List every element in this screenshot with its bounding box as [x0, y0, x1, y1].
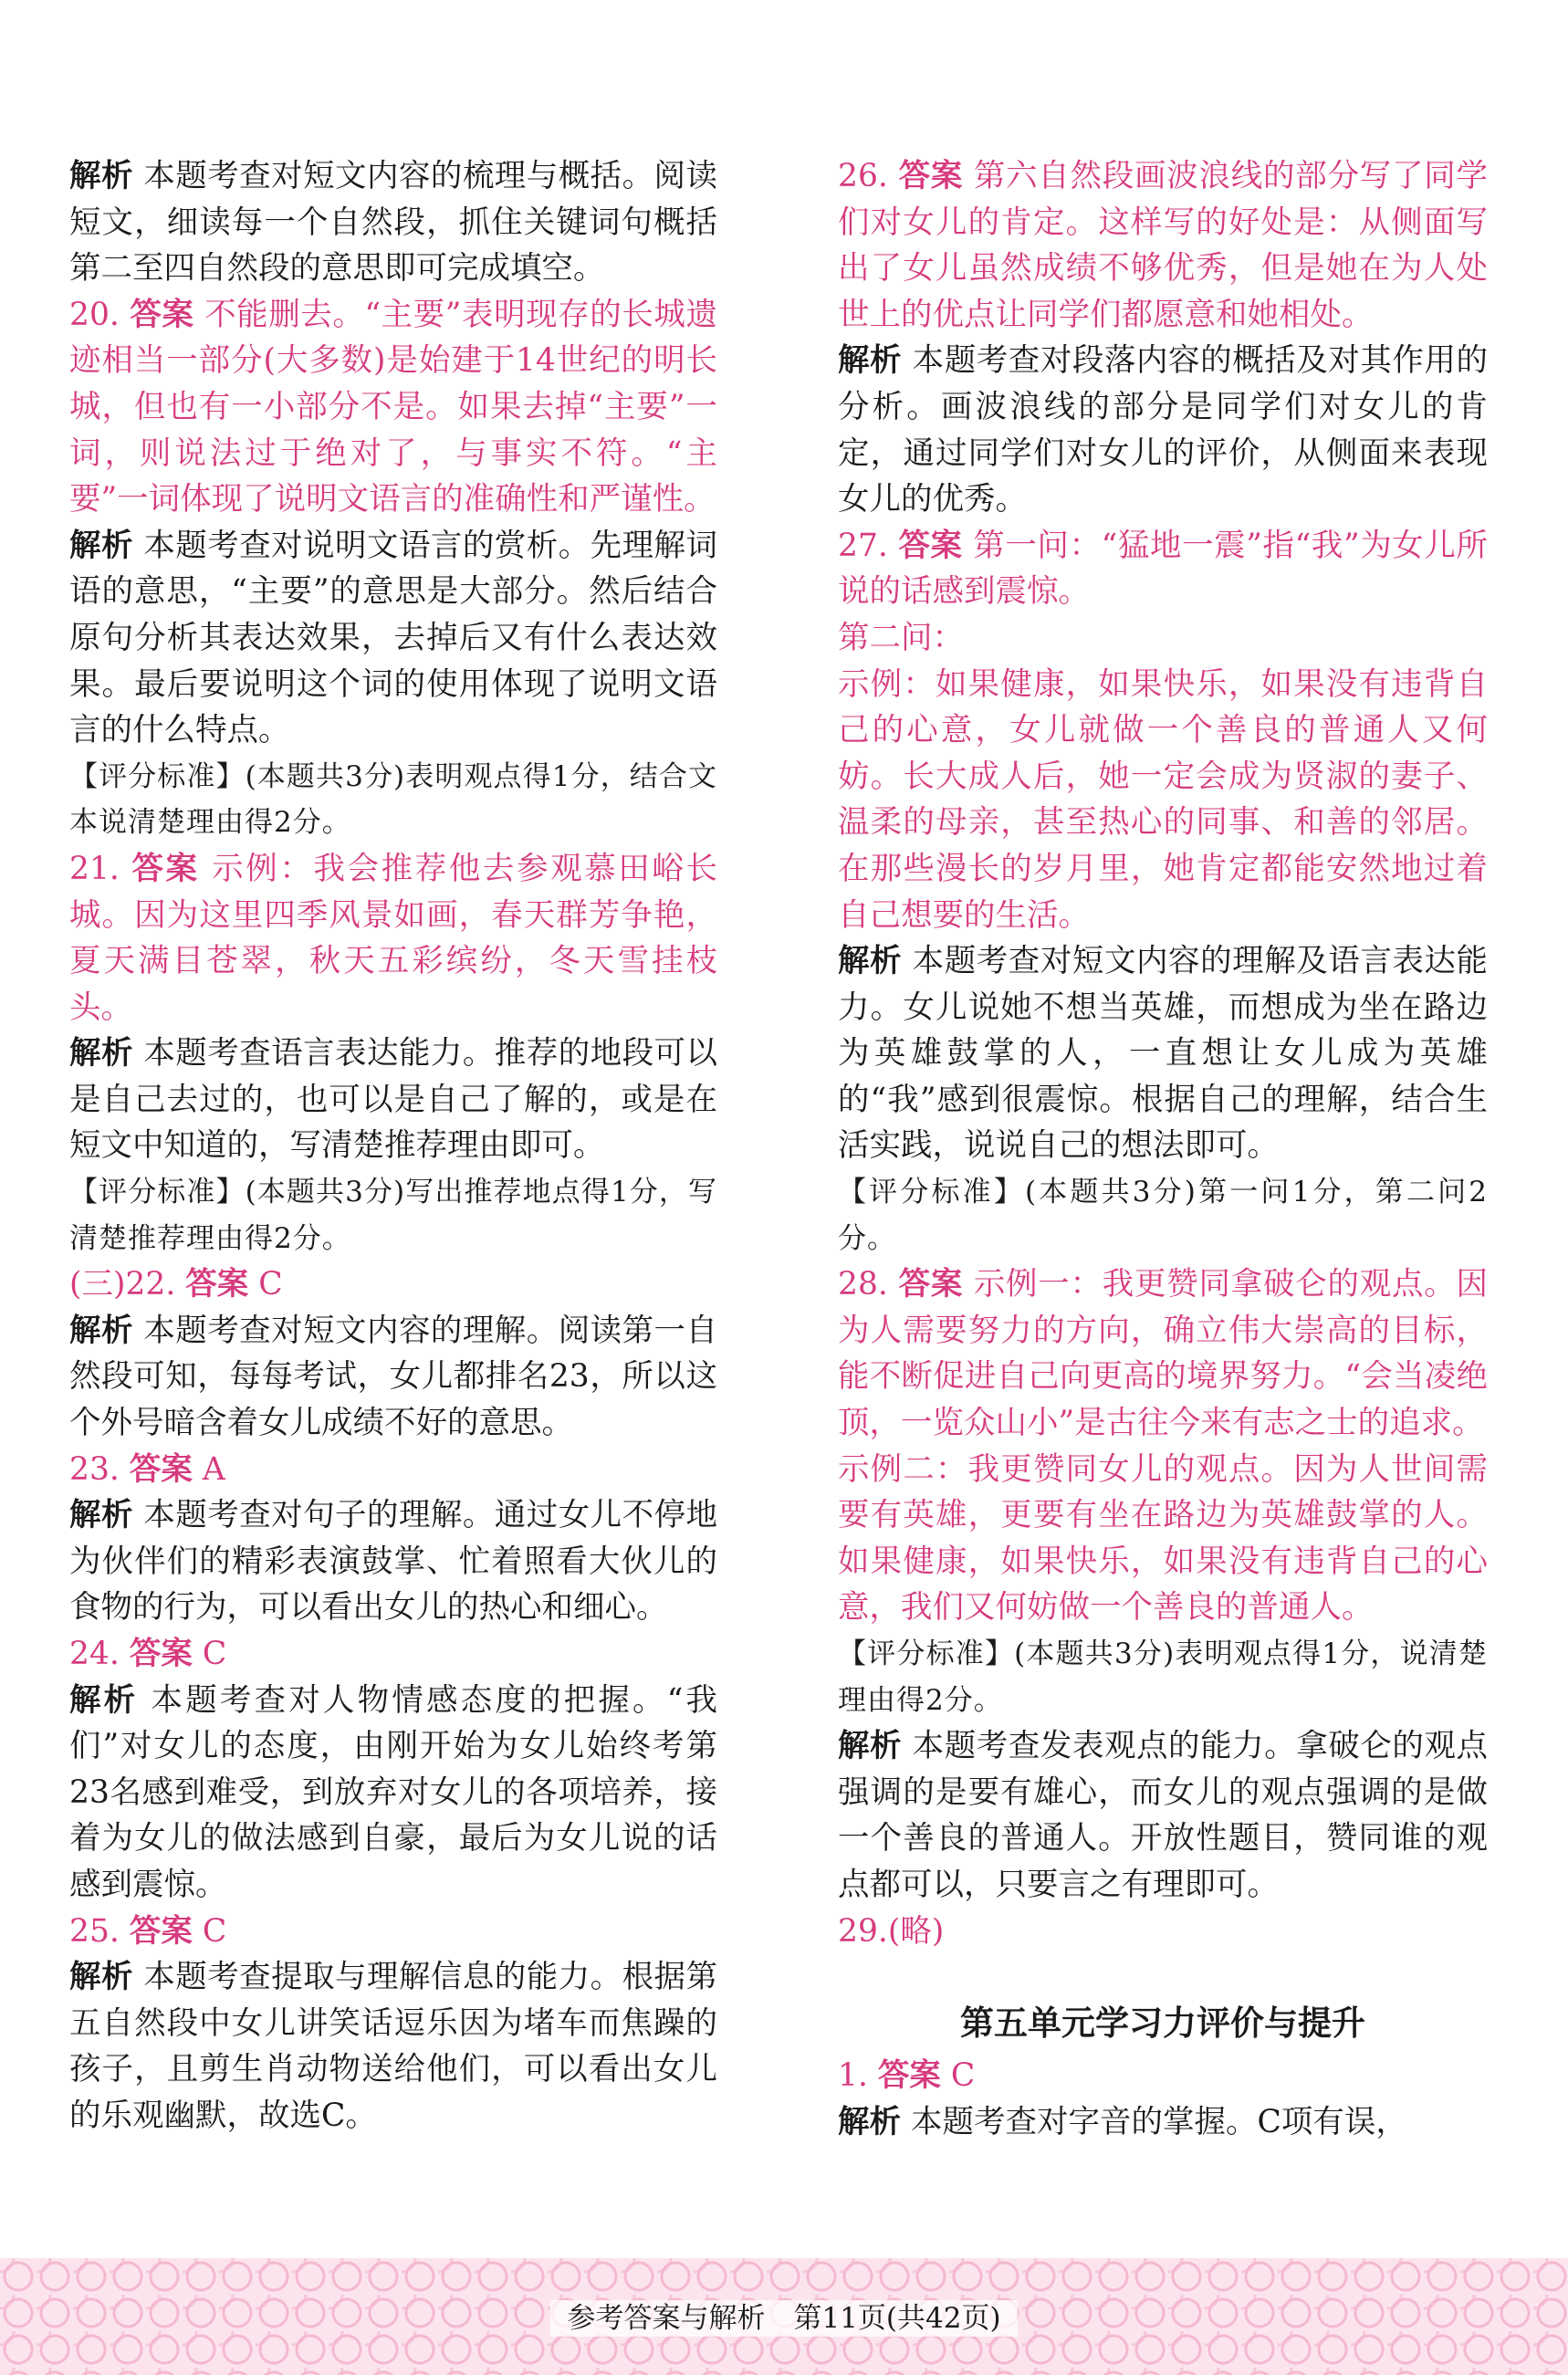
- answer-text: A: [202, 1450, 225, 1488]
- answer-text: 不能删去。“主要”表明现存的长城遗迹相当一部分(大多数)是始建于14世纪的明长城，但也有一小部分不是。如果去掉“主要”一词，则说法过于绝对了，与事实不符。“主要”一词体现了说明文语言的准确性和严谨性。: [69, 296, 718, 518]
- analysis-text: 本题考查发表观点的能力。拿破仑的观点强调的是要有雄心，而女儿的观点强调的是做一个善良的普通人。开放性题目，赞同谁的观点都可以，只要言之有理即可。: [838, 1728, 1489, 1903]
- answer-text: C: [202, 1912, 227, 1950]
- analysis-label: 解析: [69, 1312, 133, 1349]
- analysis-block: [69, 523, 717, 754]
- analysis-label: 解析: [838, 2103, 901, 2140]
- question-number: 24.: [69, 1636, 120, 1672]
- answer-text: C: [258, 1266, 283, 1303]
- analysis-text: 本题考查对人物情感态度的把握。“我们”对女儿的态度，由刚开始为女儿始终考第23名感到难受，到放弃对女儿的各项培养，接着为女儿的做法感到自豪，最后为女儿说的话感到震惊。: [69, 1681, 718, 1903]
- scoring-text: (本题共3分)第一问1分，第二问2分。: [838, 1176, 1489, 1255]
- scoring-block: [69, 754, 717, 846]
- answer-label: 答案: [129, 1912, 193, 1950]
- answer-label: 答案: [185, 1266, 249, 1303]
- analysis-block: [69, 1031, 717, 1169]
- analysis-text: 本题考查对短文内容的梳理与概括。阅读短文，细读每一个自然段，抓住关键词句概括第二至四自然段的意思即可完成填空。: [69, 158, 718, 288]
- question-number: 22.: [125, 1266, 176, 1303]
- answer-block: [838, 2053, 1488, 2099]
- scoring-text: (本题共3分)表明观点得1分，说清楚理由得2分。: [838, 1637, 1488, 1717]
- analysis-label: 解析: [838, 1728, 903, 1765]
- scoring-label: 【评分标准】: [838, 1637, 1015, 1670]
- answer-text: C: [950, 2057, 976, 2095]
- scoring-text: (本题共3分)表明观点得1分，结合文本说清楚理由得2分。: [69, 759, 718, 840]
- analysis-block: [69, 1678, 717, 1909]
- left-column: [69, 153, 717, 2140]
- analysis-block: [69, 1308, 717, 1447]
- analysis-text: 本题考查语言表达能力。推荐的地段可以是自己去过的，也可以是自己了解的，或是在短文中知道的，写清楚推荐理由即可。: [69, 1035, 718, 1165]
- analysis-label: 解析: [69, 1497, 133, 1534]
- analysis-block: [69, 1954, 717, 2139]
- question-number: 25.: [69, 1912, 120, 1950]
- analysis-text: 本题考查对段落内容的概括及对其作用的分析。画波浪线的部分是同学们对女儿的肯定，通过同学们对女儿的评价，从侧面来表现女儿的优秀。: [838, 342, 1489, 518]
- analysis-block: [838, 2099, 1488, 2146]
- answer-label: 答案: [898, 1266, 964, 1303]
- part-prefix: (三): [69, 1266, 126, 1303]
- question-number: 20.: [69, 296, 120, 333]
- analysis-text: 本题考查对句子的理解。通过女儿不停地为伙伴们的精彩表演鼓掌、忙着照看大伙儿的食物的行为，可以看出女儿的热心和细心。: [69, 1497, 718, 1627]
- answer-subhead: 第二问：: [838, 619, 964, 656]
- answer-example: 示例二：我更赞同女儿的观点。因为人世间需要有英雄，更要有坐在路边为英雄鼓掌的人。如果健康，如果快乐，如果没有违背自己的心意，我们又何妨做一个善良的普通人。: [838, 1450, 1488, 1627]
- scoring-block: [69, 1169, 717, 1261]
- answer-block: [69, 292, 717, 523]
- answer-block: 29.(略): [838, 1912, 945, 1950]
- answer-block: [69, 846, 717, 1031]
- analysis-label: 解析: [69, 1681, 139, 1719]
- scoring-block: [838, 1631, 1488, 1723]
- analysis-block: [69, 1492, 717, 1631]
- right-column: [838, 153, 1488, 2145]
- answer-label: 答案: [131, 850, 200, 887]
- answer-label: 答案: [129, 1450, 193, 1488]
- scoring-block: [838, 1169, 1488, 1261]
- analysis-block: [838, 938, 1488, 1169]
- analysis-label: 解析: [69, 527, 133, 564]
- answer-label: 答案: [130, 296, 194, 333]
- answer-label: 答案: [129, 1636, 193, 1672]
- analysis-text: 本题考查对短文内容的理解。阅读第一自然段可知，每每考试，女儿都排名23，所以这个外号暗含着女儿成绩不好的意思。: [69, 1312, 718, 1442]
- scoring-label: 【评分标准】: [838, 1176, 1025, 1209]
- question-number: 21.: [69, 850, 120, 887]
- answer-text: C: [202, 1636, 227, 1672]
- analysis-block: [838, 338, 1488, 522]
- question-number: 27.: [838, 527, 888, 564]
- analysis-label: 解析: [69, 158, 133, 194]
- question-number: 28.: [838, 1266, 888, 1303]
- question-number: 1.: [838, 2057, 868, 2095]
- answer-block: [69, 1631, 717, 1678]
- analysis-label: 解析: [69, 1959, 133, 1996]
- answer-text: 第六自然段画波浪线的部分写了同学们对女儿的肯定。这样写的好处是：从侧面写出了女儿虽然成绩不够优秀，但是她在为人处世上的优点让同学们都愿意和她相处。: [838, 158, 1489, 333]
- question-number: 26.: [838, 158, 888, 194]
- analysis-label: 解析: [838, 943, 903, 980]
- analysis-text: 本题考查对短文内容的理解及语言表达能力。女儿说她不想当英雄，而想成为坐在路边为英雄鼓掌的人，一直想让女儿成为英雄的“我”感到很震惊。根据自己的理解，结合生活实践，说说自己的想法即可。: [838, 943, 1489, 1165]
- question-number: 23.: [69, 1450, 120, 1488]
- answer-block: [838, 523, 1488, 615]
- analysis-label: 解析: [69, 1035, 133, 1072]
- answer-label: 答案: [877, 2057, 941, 2095]
- answer-block: [69, 153, 717, 292]
- footer-text: 参考答案与解析 第11页(共42页): [550, 2300, 1017, 2337]
- scoring-label: 【评分标准】: [69, 1176, 246, 1209]
- answer-block: [69, 1447, 717, 1493]
- analysis-text: 本题考查对字音的掌握。C项有误，: [910, 2103, 1407, 2140]
- scoring-label: 【评分标准】: [69, 759, 246, 793]
- answer-example: 示例：如果健康，如果快乐，如果没有违背自己的心意，女儿就做一个善良的普通人又何妨。长大成人后，她一定会成为贤淑的妻子、温柔的母亲，甚至热心的同事、和善的邻居。在那些漫长的岁月里，她肯定都能安然地过着自己想要的生活。: [838, 665, 1488, 934]
- answer-text: 示例：我会推荐他去参观慕田峪长城。因为这里四季风景如画，春天群芳争艳，夏天满目苍翠，秋天五彩缤纷，冬天雪挂枝头。: [69, 850, 717, 1026]
- answer-label: 答案: [898, 158, 964, 194]
- answer-text: 第一问：“猛地一震”指“我”为女儿所说的话感到震惊。: [838, 527, 1489, 611]
- answer-block: [69, 1909, 717, 1955]
- scoring-text: (本题共3分)写出推荐地点得1分，写清楚推荐理由得2分。: [69, 1176, 718, 1255]
- analysis-text: 本题考查提取与理解信息的能力。根据第五自然段中女儿讲笑话逗乐因为堵车而焦躁的孩子，且剪生肖动物送给他们，可以看出女儿的乐观幽默，故选C。: [69, 1959, 718, 2134]
- answer-block: [838, 1261, 1488, 1446]
- answer-text: 示例一：我更赞同拿破仑的观点。因为人需要努力的方向，确立伟大崇高的目标，能不断促进自己向更高的境界努力。“会当凌绝顶，一览众山小”是古往今来有志之士的追求。: [838, 1266, 1489, 1442]
- answer-block: [838, 153, 1488, 338]
- section-title: 第五单元学习力评价与提升: [960, 2004, 1365, 2044]
- page-footer: [0, 2300, 1568, 2337]
- analysis-text: 本题考查对说明文语言的赏析。先理解词语的意思，“主要”的意思是大部分。然后结合原句分析其表达效果，去掉后又有什么表达效果。最后要说明这个词的使用体现了说明文语言的什么特点。: [69, 527, 718, 749]
- analysis-block: [838, 1723, 1488, 1908]
- analysis-label: 解析: [838, 342, 903, 380]
- answer-label: 答案: [898, 527, 963, 564]
- answer-block: [69, 1261, 717, 1308]
